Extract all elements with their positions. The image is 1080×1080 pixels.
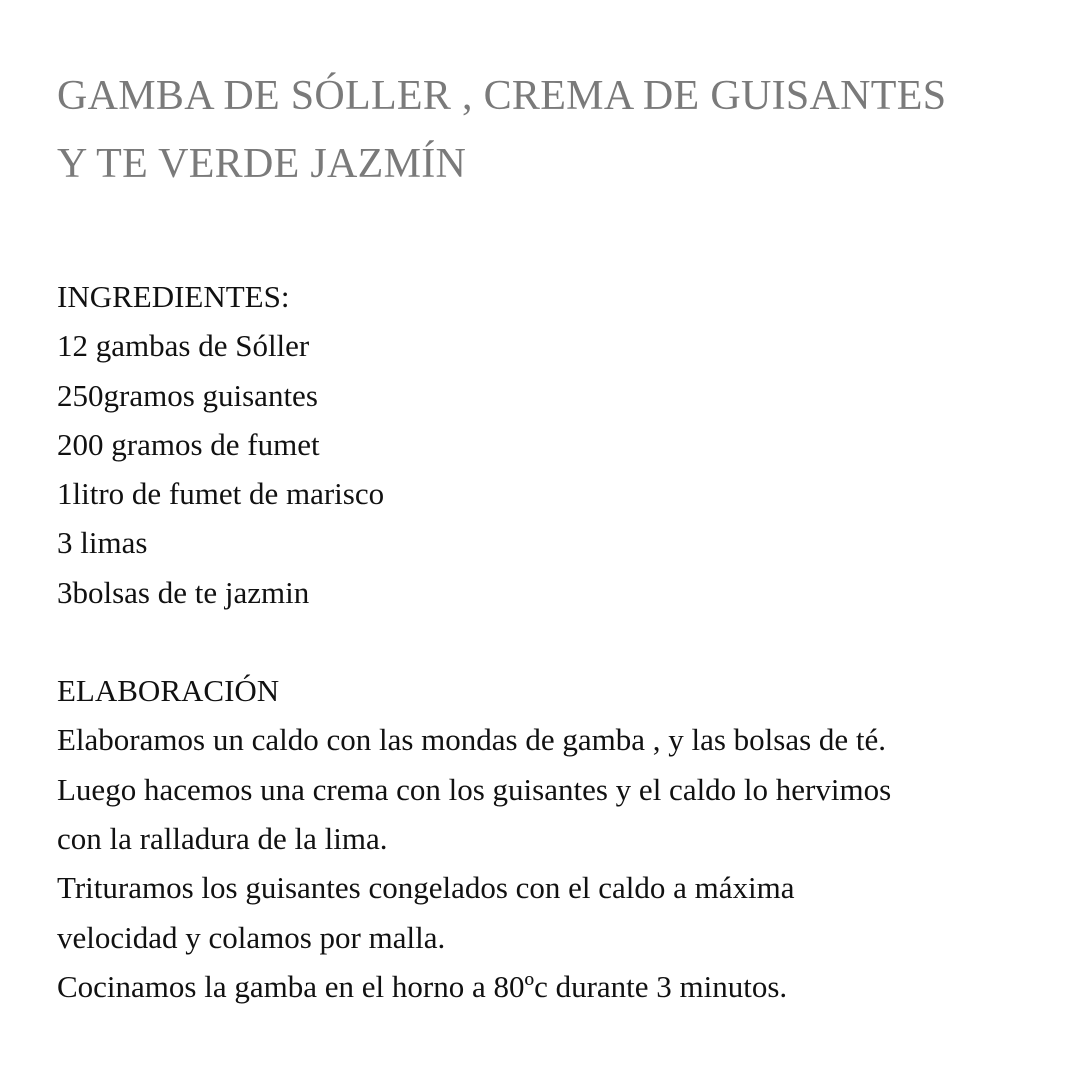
elaboration-line: Trituramos los guisantes congelados con el caldo a máxima (57, 870, 795, 906)
recipe-title (57, 62, 1047, 198)
recipe-title-line-2: Y TE VERDE JAZMÍN (57, 141, 467, 187)
elaboration-line: Luego hacemos una crema con los guisantes y el caldo lo hervimos (57, 771, 892, 807)
elaboration-line: Cocinamos la gamba en el horno a 80ºc durante 3 minutos. (57, 968, 788, 1004)
elaboration-line: Elaboramos un caldo con las mondas de gamba , y las bolsas de té. (57, 722, 887, 758)
recipe-card (57, 62, 1047, 1011)
ingredient-item: 3 limas (57, 525, 148, 561)
ingredients-section (57, 272, 1047, 617)
ingredient-item: 12 gambas de Sóller (57, 328, 310, 364)
ingredients-heading: INGREDIENTES: (57, 279, 290, 314)
ingredient-item: 1litro de fumet de marisco (57, 476, 385, 512)
elaboration-line: velocidad y colamos por malla. (57, 919, 446, 955)
ingredient-item: 250gramos guisantes (57, 377, 318, 413)
ingredient-item: 200 gramos de fumet (57, 426, 320, 462)
ingredient-item: 3bolsas de te jazmin (57, 574, 310, 610)
recipe-title-line-1: GAMBA DE SÓLLER , CREMA DE GUISANTES (57, 73, 947, 119)
elaboration-heading: ELABORACIÓN (57, 673, 280, 709)
elaboration-section (57, 666, 1047, 1011)
elaboration-line: con la ralladura de la lima. (57, 820, 388, 856)
